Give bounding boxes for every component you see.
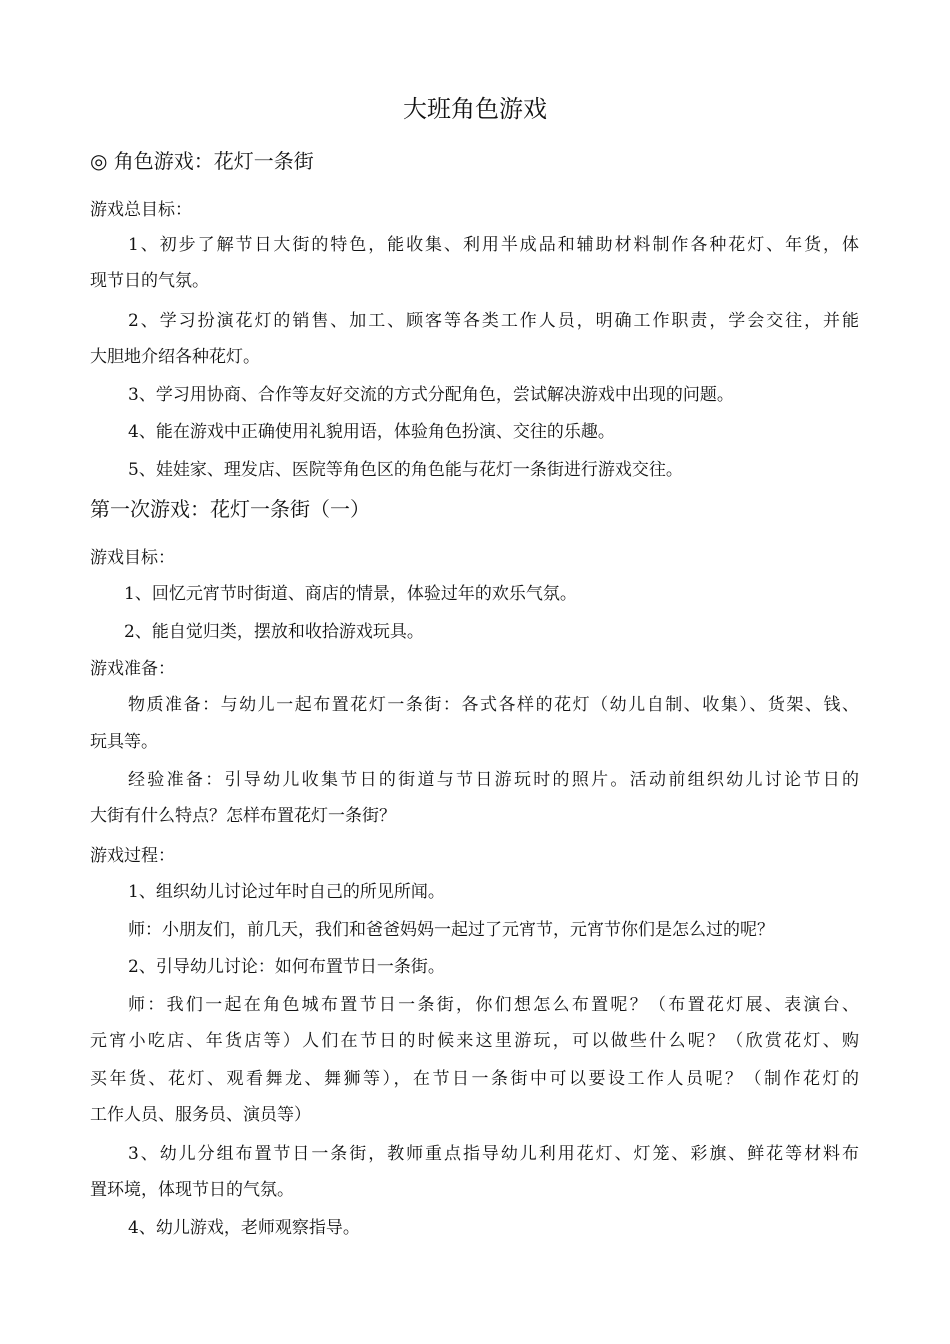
prep-material: 物质准备：与幼儿一起布置花灯一条街：各式各样的花灯（幼儿自制、收集）、货架、钱、 <box>128 695 859 715</box>
teacher-line-2-cont-2: 买年货、花灯、观看舞龙、舞狮等），在节日一条街中可以要设工作人员呢？（制作花灯的 <box>90 1069 859 1089</box>
process-step-3-cont: 置环境，体现节日的气氛。 <box>90 1180 294 1200</box>
goal-item-5: 5、娃娃家、理发店、医院等角色区的角色能与花灯一条街进行游戏交往。 <box>128 460 683 480</box>
prep-experience-cont: 大街有什么特点？怎样布置花灯一条街？ <box>90 806 396 826</box>
label-overall-goals: 游戏总目标： <box>90 200 192 220</box>
prep-experience: 经验准备：引导幼儿收集节日的街道与节日游玩时的照片。活动前组织幼儿讨论节日的 <box>128 770 859 790</box>
label-game-goals: 游戏目标： <box>90 548 175 568</box>
process-step-2: 2、引导幼儿讨论：如何布置节日一条街。 <box>128 957 445 977</box>
process-step-4: 4、幼儿游戏，老师观察指导。 <box>128 1218 360 1238</box>
teacher-line-2: 师：我们一起在角色城布置节日一条街，你们想怎么布置呢？（布置花灯展、表演台、 <box>128 995 859 1015</box>
section-heading-first-game: 第一次游戏：花灯一条街（一） <box>90 497 370 521</box>
label-game-prep: 游戏准备： <box>90 659 175 679</box>
goal-item-1-cont: 现节日的气氛。 <box>90 271 209 291</box>
goal-item-3: 3、学习用协商、合作等友好交流的方式分配角色，尝试解决游戏中出现的问题。 <box>128 385 734 405</box>
label-game-process: 游戏过程： <box>90 846 175 866</box>
teacher-line-2-cont-1: 元宵小吃店、年货店等）人们在节日的时候来这里游玩，可以做些什么呢？（欣赏花灯、购 <box>90 1031 859 1051</box>
section-heading-role-game: ◎ 角色游戏：花灯一条街 <box>90 149 314 173</box>
game-goal-2: 2、能自觉归类，摆放和收拾游戏玩具。 <box>124 622 424 642</box>
goal-item-1: 1、初步了解节日大街的特色，能收集、利用半成品和辅助材料制作各种花灯、年货，体 <box>128 235 859 255</box>
document-title: 大班角色游戏 <box>403 95 547 123</box>
goal-item-2-cont: 大胆地介绍各种花灯。 <box>90 347 260 367</box>
prep-material-cont: 玩具等。 <box>90 732 158 752</box>
teacher-line-1: 师：小朋友们，前几天，我们和爸爸妈妈一起过了元宵节，元宵节你们是怎么过的呢？ <box>128 920 774 940</box>
process-step-3: 3、幼儿分组布置节日一条街，教师重点指导幼儿利用花灯、灯笼、彩旗、鲜花等材料布 <box>128 1144 859 1164</box>
teacher-line-2-cont-3: 工作人员、服务员、演员等） <box>90 1105 311 1125</box>
game-goal-1: 1、回忆元宵节时街道、商店的情景，体验过年的欢乐气氛。 <box>124 584 577 604</box>
goal-item-4: 4、能在游戏中正确使用礼貌用语，体验角色扮演、交往的乐趣。 <box>128 422 615 442</box>
process-step-1: 1、组织幼儿讨论过年时自己的所见所闻。 <box>128 882 445 902</box>
goal-item-2: 2、学习扮演花灯的销售、加工、顾客等各类工作人员，明确工作职责，学会交往，并能 <box>128 311 859 331</box>
